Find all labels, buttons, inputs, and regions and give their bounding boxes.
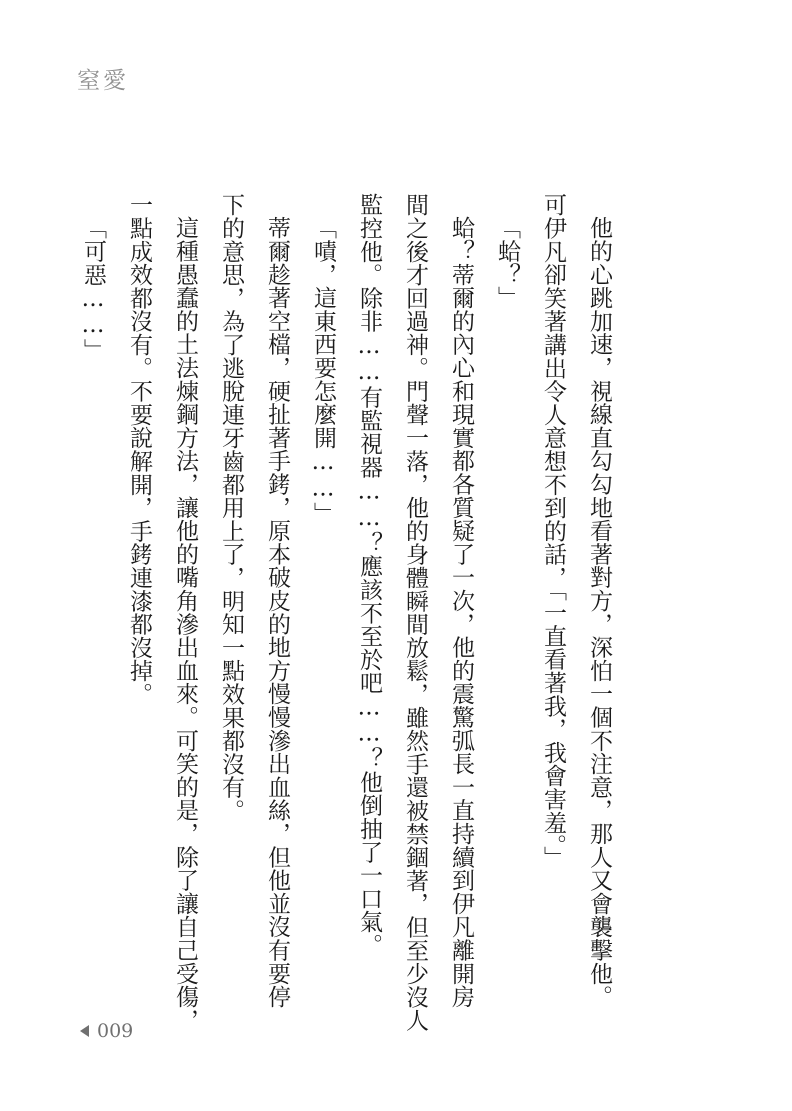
text-line-7: 「嘖，這東西要怎麼開……」: [310, 216, 336, 525]
text-line-8: 蒂爾趁著空檔，硬扯著手銬，原本破皮的地方慢慢滲出血絲，但他並沒有要停: [264, 216, 290, 1009]
text-line-4: 蛤？蒂爾的內心和現實都各質疑了一次，他的震驚弧長一直持續到伊凡離開房: [448, 216, 474, 1009]
text-line-6: 監控他。除非……有監視器……？應該不至於吧……？他倒抽了一口氣。: [356, 193, 382, 957]
text-line-11: 一點成效都沒有。不要說解開，手銬連漆都沒掉。: [126, 193, 152, 706]
page-footer: [80, 1020, 133, 1042]
book-title: 窒愛: [77, 68, 129, 94]
text-line-12: 「可惡……」: [80, 216, 106, 362]
text-line-5: 間之後才回過神。門聲一落，他的身體瞬間放鬆，雖然手還被禁錮著，但至少沒人: [402, 193, 428, 1032]
text-line-3: 「蛤？」: [494, 216, 520, 310]
text-line-10: 這種愚蠢的土法煉鋼方法，讓他的嘴角滲出血來。可笑的是，除了讓自己受傷，: [172, 216, 198, 1032]
triangle-left-icon: [80, 1025, 89, 1037]
text-line-2: 可伊凡卻笑著講出令人意想不到的話，「一直看著我，我會害羞。」: [540, 193, 566, 869]
page-number: 009: [97, 1020, 134, 1042]
text-line-9: 下的意思，為了逃脫連牙齒都用上了，明知一點效果都沒有。: [218, 193, 244, 823]
text-line-1: 他的心跳加速，視線直勾勾地看著對方，深怕一個不注意，那人又會襲擊他。: [586, 216, 612, 1009]
